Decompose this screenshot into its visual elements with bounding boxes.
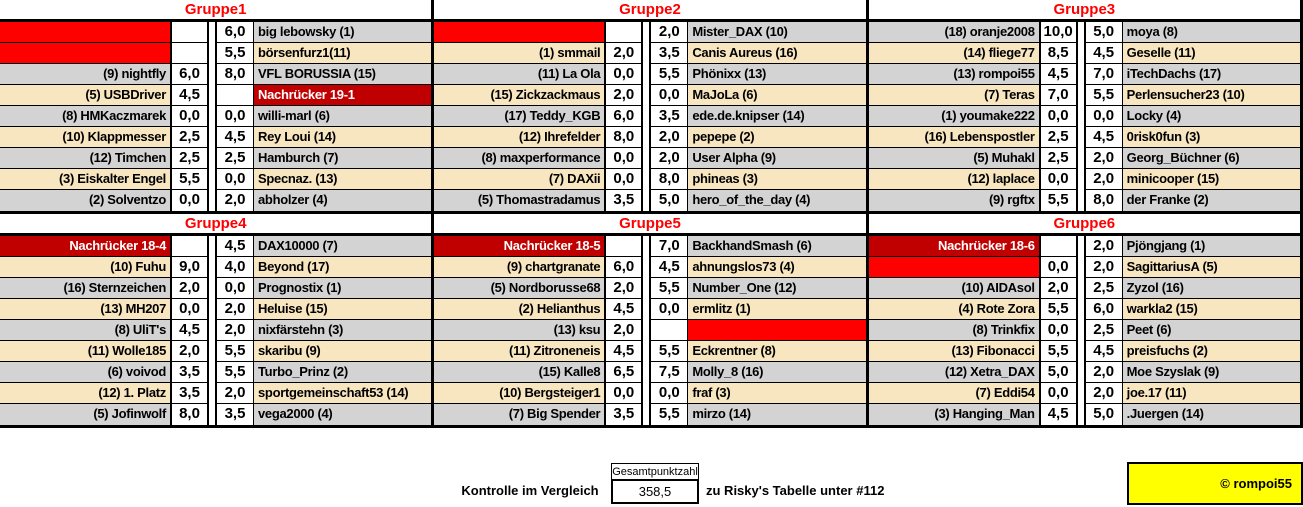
score-cell-right[interactable]: 2,0 <box>217 299 254 320</box>
column-gap <box>209 257 217 278</box>
player-cell-right[interactable]: hero_of_the_day (4) <box>688 190 865 211</box>
player-cell-left[interactable]: (6) voivod <box>0 362 172 383</box>
score-cell-left[interactable]: 0,0 <box>172 106 209 127</box>
total-value-cell[interactable]: 358,5 <box>611 480 699 504</box>
risky-reference-label: zu Risky's Tabelle unter #112 <box>706 483 885 498</box>
player-cell-right[interactable]: minicooper (15) <box>1123 169 1300 190</box>
player-cell-right[interactable]: warkla2 (15) <box>1123 299 1300 320</box>
score-cell-left[interactable] <box>172 22 209 43</box>
player-cell-right[interactable]: VFL BORUSSIA (15) <box>254 64 431 85</box>
score-cell-right[interactable]: 5,5 <box>217 341 254 362</box>
board-row-bottom <box>0 214 1303 428</box>
score-cell-right[interactable]: 2,0 <box>651 127 688 148</box>
column-gap <box>1078 320 1086 341</box>
player-cell-left[interactable]: (7) Eddi54 <box>869 383 1041 404</box>
score-cell-right[interactable]: 0,0 <box>217 169 254 190</box>
score-cell-left[interactable]: 2,5 <box>1041 148 1078 169</box>
score-cell-right[interactable]: 5,5 <box>651 404 688 425</box>
score-cell-left[interactable]: 2,5 <box>172 148 209 169</box>
score-cell-right[interactable] <box>651 320 688 341</box>
score-cell-left[interactable] <box>1041 236 1078 257</box>
score-cell-right[interactable]: 2,0 <box>217 190 254 211</box>
column-gap <box>209 341 217 362</box>
player-cell-left[interactable]: (14) fliege77 <box>869 43 1041 64</box>
score-cell-right[interactable]: 4,5 <box>1086 127 1123 148</box>
nachruecker-cell[interactable]: Nachrücker 18-6 <box>869 236 1041 257</box>
player-cell-right[interactable]: joe.17 (11) <box>1123 383 1300 404</box>
vacant-cell[interactable] <box>0 22 172 43</box>
score-cell-left[interactable]: 5,5 <box>1041 341 1078 362</box>
score-cell-left[interactable]: 6,0 <box>606 106 643 127</box>
score-cell-right[interactable]: 4,5 <box>217 236 254 257</box>
player-cell-right[interactable]: Mister_DAX (10) <box>688 22 865 43</box>
score-cell-left[interactable]: 9,0 <box>172 257 209 278</box>
score-cell-right[interactable]: 6,0 <box>1086 299 1123 320</box>
player-cell-left[interactable]: (12) 1. Platz <box>0 383 172 404</box>
player-cell-left[interactable]: (5) Nordborusse68 <box>434 278 606 299</box>
score-cell-right[interactable]: 4,5 <box>217 127 254 148</box>
column-gap <box>1078 148 1086 169</box>
column-gap <box>1078 278 1086 299</box>
kontrolle-label: Kontrolle im Vergleich <box>461 483 599 498</box>
player-cell-right[interactable]: Zyzol (16) <box>1123 278 1300 299</box>
vacant-cell[interactable] <box>434 22 606 43</box>
column-gap <box>643 236 651 257</box>
score-cell-right[interactable]: 0,0 <box>1086 106 1123 127</box>
player-cell-left[interactable]: (9) rgftx <box>869 190 1041 211</box>
column-gap <box>209 278 217 299</box>
player-cell-left[interactable]: (1) youmake222 <box>869 106 1041 127</box>
score-cell-right[interactable]: 0,0 <box>651 299 688 320</box>
score-cell-left[interactable]: 0,0 <box>606 64 643 85</box>
score-cell-right[interactable]: 2,0 <box>217 320 254 341</box>
column-gap <box>643 106 651 127</box>
score-cell-left[interactable]: 5,5 <box>1041 299 1078 320</box>
score-cell-right[interactable]: 2,5 <box>217 148 254 169</box>
group-grid <box>869 236 1300 428</box>
player-cell-left[interactable]: (13) ksu <box>434 320 606 341</box>
score-cell-right[interactable]: 4,5 <box>1086 341 1123 362</box>
score-cell-right[interactable]: 5,5 <box>651 64 688 85</box>
player-cell-right[interactable]: .Juergen (14) <box>1123 404 1300 425</box>
score-cell-right[interactable]: 3,5 <box>651 43 688 64</box>
column-gap <box>209 64 217 85</box>
player-cell-right[interactable]: willi-marl (6) <box>254 106 431 127</box>
score-cell-right[interactable]: 2,5 <box>1086 278 1123 299</box>
column-gap <box>209 43 217 64</box>
column-gap <box>1078 362 1086 383</box>
column-gap <box>1078 85 1086 106</box>
score-cell-left[interactable]: 0,0 <box>606 383 643 404</box>
score-cell-left[interactable]: 0,0 <box>172 299 209 320</box>
score-cell-right[interactable]: 2,0 <box>1086 169 1123 190</box>
player-cell-right[interactable]: Canis Aureus (16) <box>688 43 865 64</box>
score-cell-right[interactable]: 2,0 <box>1086 362 1123 383</box>
player-cell-left[interactable]: (15) Kalle8 <box>434 362 606 383</box>
score-cell-right[interactable]: 2,0 <box>217 383 254 404</box>
score-cell-left[interactable]: 0,0 <box>1041 383 1078 404</box>
player-cell-left[interactable]: (13) MH207 <box>0 299 172 320</box>
player-cell-left[interactable]: (5) Muhakl <box>869 148 1041 169</box>
player-cell-right[interactable]: der Franke (2) <box>1123 190 1300 211</box>
player-cell-right[interactable]: MaJoLa (6) <box>688 85 865 106</box>
column-gap <box>1078 43 1086 64</box>
player-cell-right[interactable]: Number_One (12) <box>688 278 865 299</box>
total-header-label: Gesamtpunktzahl <box>611 463 699 480</box>
player-cell-right[interactable]: Eckrentner (8) <box>688 341 865 362</box>
score-cell-left[interactable]: 4,5 <box>172 320 209 341</box>
column-gap <box>209 404 217 425</box>
score-cell-right[interactable] <box>217 85 254 106</box>
player-cell-right[interactable]: Geselle (11) <box>1123 43 1300 64</box>
score-cell-right[interactable]: 6,0 <box>217 22 254 43</box>
player-cell-right[interactable]: ermlitz (1) <box>688 299 865 320</box>
column-gap <box>209 299 217 320</box>
group-block <box>0 0 434 214</box>
player-cell-right[interactable]: Perlensucher23 (10) <box>1123 85 1300 106</box>
player-cell-right[interactable]: preisfuchs (2) <box>1123 341 1300 362</box>
column-gap <box>1078 64 1086 85</box>
score-cell-left[interactable]: 2,0 <box>1041 278 1078 299</box>
column-gap <box>1078 190 1086 211</box>
group-block <box>434 0 868 214</box>
score-cell-right[interactable]: 5,5 <box>217 362 254 383</box>
score-cell-right[interactable]: 2,0 <box>651 22 688 43</box>
score-cell-left[interactable]: 3,5 <box>606 404 643 425</box>
player-cell-left[interactable]: (15) Zickzackmaus <box>434 85 606 106</box>
score-cell-left[interactable]: 2,0 <box>606 85 643 106</box>
score-cell-right[interactable]: 2,0 <box>1086 383 1123 404</box>
column-gap <box>643 169 651 190</box>
player-cell-left[interactable]: (2) Helianthus <box>434 299 606 320</box>
player-cell-right[interactable]: Locky (4) <box>1123 106 1300 127</box>
player-cell-left[interactable]: (12) Xetra_DAX <box>869 362 1041 383</box>
column-gap <box>643 43 651 64</box>
score-cell-left[interactable] <box>172 43 209 64</box>
score-cell-left[interactable]: 7,0 <box>1041 85 1078 106</box>
score-cell-right[interactable]: 5,5 <box>217 43 254 64</box>
player-cell-left[interactable]: (5) USBDriver <box>0 85 172 106</box>
column-gap <box>1078 404 1086 425</box>
score-cell-left[interactable]: 8,0 <box>606 127 643 148</box>
copyright-box: © rompoi55 <box>1127 462 1303 505</box>
player-cell-right[interactable]: Moe Szyslak (9) <box>1123 362 1300 383</box>
score-cell-right[interactable]: 7,0 <box>651 236 688 257</box>
column-gap <box>209 106 217 127</box>
score-cell-right[interactable]: 0,0 <box>217 106 254 127</box>
player-cell-left[interactable]: (12) laplace <box>869 169 1041 190</box>
score-cell-right[interactable]: 2,0 <box>1086 236 1123 257</box>
player-cell-right[interactable]: Specnaz. (13) <box>254 169 431 190</box>
score-cell-left[interactable]: 0,0 <box>606 169 643 190</box>
player-cell-right[interactable]: Prognostix (1) <box>254 278 431 299</box>
group-grid <box>434 236 865 428</box>
player-cell-left[interactable]: (12) Timchen <box>0 148 172 169</box>
player-cell-right[interactable]: Pjöngjang (1) <box>1123 236 1300 257</box>
score-cell-right[interactable]: 4,5 <box>1086 43 1123 64</box>
player-cell-left[interactable]: (7) DAXii <box>434 169 606 190</box>
player-cell-left[interactable]: (10) AIDAsol <box>869 278 1041 299</box>
player-cell-right[interactable]: vega2000 (4) <box>254 404 431 425</box>
score-cell-left[interactable]: 0,0 <box>1041 169 1078 190</box>
player-cell-left[interactable]: (9) chartgranate <box>434 257 606 278</box>
score-cell-left[interactable]: 3,5 <box>172 383 209 404</box>
column-gap <box>1078 236 1086 257</box>
board-row-top <box>0 0 1303 214</box>
player-cell-left[interactable]: (13) Fibonacci <box>869 341 1041 362</box>
score-cell-left[interactable]: 2,5 <box>172 127 209 148</box>
group-title[interactable]: Gruppe5 <box>434 214 865 236</box>
score-cell-right[interactable]: 5,5 <box>1086 85 1123 106</box>
column-gap <box>1078 257 1086 278</box>
player-cell-right[interactable]: phineas (3) <box>688 169 865 190</box>
score-cell-right[interactable]: 0,0 <box>651 85 688 106</box>
column-gap <box>643 341 651 362</box>
player-cell-left[interactable]: (1) smmail <box>434 43 606 64</box>
group-title[interactable]: Gruppe6 <box>869 214 1300 236</box>
column-gap <box>1078 106 1086 127</box>
player-cell-right[interactable]: DAX10000 (7) <box>254 236 431 257</box>
player-cell-right[interactable]: Heluise (15) <box>254 299 431 320</box>
player-cell-right[interactable]: big lebowsky (1) <box>254 22 431 43</box>
column-gap <box>209 383 217 404</box>
score-cell-right[interactable]: 2,0 <box>1086 148 1123 169</box>
player-cell-right[interactable]: abholzer (4) <box>254 190 431 211</box>
player-cell-left[interactable]: (5) Jofinwolf <box>0 404 172 425</box>
column-gap <box>643 85 651 106</box>
player-cell-left[interactable]: (11) Wolle185 <box>0 341 172 362</box>
column-gap <box>643 257 651 278</box>
score-cell-left[interactable]: 2,0 <box>172 341 209 362</box>
score-cell-right[interactable]: 0,0 <box>651 383 688 404</box>
column-gap <box>643 383 651 404</box>
player-cell-left[interactable]: (7) Teras <box>869 85 1041 106</box>
player-cell-right[interactable]: User Alpha (9) <box>688 148 865 169</box>
column-gap <box>209 169 217 190</box>
score-cell-left[interactable]: 10,0 <box>1041 22 1078 43</box>
player-cell-left[interactable]: (10) Fuhu <box>0 257 172 278</box>
score-cell-right[interactable]: 3,5 <box>651 106 688 127</box>
score-cell-left[interactable]: 3,5 <box>172 362 209 383</box>
player-cell-right[interactable]: Rey Loui (14) <box>254 127 431 148</box>
score-cell-right[interactable]: 4,0 <box>217 257 254 278</box>
player-cell-right[interactable]: pepepe (2) <box>688 127 865 148</box>
player-cell-left[interactable]: (12) Ihrefelder <box>434 127 606 148</box>
group-title[interactable]: Gruppe3 <box>869 0 1300 22</box>
column-gap <box>1078 299 1086 320</box>
player-cell-right[interactable]: nixfärstehn (3) <box>254 320 431 341</box>
score-cell-right[interactable]: 2,5 <box>1086 320 1123 341</box>
score-cell-left[interactable]: 4,5 <box>172 85 209 106</box>
vacant-cell[interactable] <box>688 320 865 341</box>
total-box <box>611 463 699 504</box>
column-gap <box>1078 127 1086 148</box>
player-cell-left[interactable]: (13) rompoi55 <box>869 64 1041 85</box>
player-cell-right[interactable]: sportgemeinschaft53 (14) <box>254 383 431 404</box>
column-gap <box>643 278 651 299</box>
player-cell-right[interactable]: mirzo (14) <box>688 404 865 425</box>
player-cell-right[interactable]: Phönixx (13) <box>688 64 865 85</box>
score-cell-left[interactable]: 0,0 <box>606 148 643 169</box>
player-cell-right[interactable]: 0risk0fun (3) <box>1123 127 1300 148</box>
column-gap <box>209 236 217 257</box>
group-grid <box>869 22 1300 214</box>
score-cell-left[interactable]: 5,0 <box>1041 362 1078 383</box>
score-cell-left[interactable]: 8,5 <box>1041 43 1078 64</box>
player-cell-right[interactable]: ahnungslos73 (4) <box>688 257 865 278</box>
player-cell-right[interactable]: iTechDachs (17) <box>1123 64 1300 85</box>
score-cell-left[interactable]: 0,0 <box>1041 106 1078 127</box>
score-cell-left[interactable]: 4,5 <box>606 299 643 320</box>
group-block <box>434 214 868 428</box>
group-grid <box>0 22 431 214</box>
score-cell-left[interactable]: 5,5 <box>1041 190 1078 211</box>
player-cell-right[interactable]: Georg_Büchner (6) <box>1123 148 1300 169</box>
column-gap <box>643 320 651 341</box>
player-cell-left[interactable]: (4) Rote Zora <box>869 299 1041 320</box>
column-gap <box>643 362 651 383</box>
player-cell-left[interactable]: (17) Teddy_KGB <box>434 106 606 127</box>
player-cell-right[interactable]: Hamburch (7) <box>254 148 431 169</box>
score-cell-right[interactable]: 4,5 <box>651 257 688 278</box>
column-gap <box>643 404 651 425</box>
player-cell-left[interactable]: (11) Zitroneneis <box>434 341 606 362</box>
player-cell-right[interactable]: börsenfurz1(11) <box>254 43 431 64</box>
player-cell-left[interactable]: (11) La Ola <box>434 64 606 85</box>
column-gap <box>643 190 651 211</box>
group-title[interactable]: Gruppe1 <box>0 0 431 22</box>
score-cell-left[interactable]: 4,5 <box>1041 64 1078 85</box>
player-cell-left[interactable]: (8) maxperformance <box>434 148 606 169</box>
nachruecker-cell[interactable]: Nachrücker 19-1 <box>254 85 431 106</box>
player-cell-left[interactable]: (16) Sternzeichen <box>0 278 172 299</box>
column-gap <box>209 362 217 383</box>
score-cell-left[interactable]: 0,0 <box>1041 257 1078 278</box>
player-cell-right[interactable]: Beyond (17) <box>254 257 431 278</box>
player-cell-left[interactable]: (8) UliT's <box>0 320 172 341</box>
score-cell-right[interactable]: 8,0 <box>651 169 688 190</box>
column-gap <box>1078 341 1086 362</box>
player-cell-left[interactable]: (8) Trinkfix <box>869 320 1041 341</box>
column-gap <box>209 85 217 106</box>
column-gap <box>643 127 651 148</box>
score-cell-right[interactable]: 7,0 <box>1086 64 1123 85</box>
score-cell-right[interactable]: 5,0 <box>1086 404 1123 425</box>
player-cell-left[interactable]: (16) Lebenspostler <box>869 127 1041 148</box>
score-cell-right[interactable]: 5,0 <box>1086 22 1123 43</box>
player-cell-right[interactable]: skaribu (9) <box>254 341 431 362</box>
group-grid <box>0 236 431 428</box>
score-cell-right[interactable]: 8,0 <box>1086 190 1123 211</box>
player-cell-left[interactable]: (3) Eiskalter Engel <box>0 169 172 190</box>
score-cell-left[interactable]: 6,0 <box>606 257 643 278</box>
group-title[interactable]: Gruppe4 <box>0 214 431 236</box>
score-cell-left[interactable]: 6,0 <box>172 64 209 85</box>
player-cell-right[interactable]: fraf (3) <box>688 383 865 404</box>
player-cell-left[interactable]: (8) HMKaczmarek <box>0 106 172 127</box>
score-cell-left[interactable]: 4,5 <box>606 341 643 362</box>
player-cell-right[interactable]: Turbo_Prinz (2) <box>254 362 431 383</box>
group-block <box>869 0 1303 214</box>
score-cell-left[interactable]: 6,5 <box>606 362 643 383</box>
score-cell-right[interactable]: 5,0 <box>651 190 688 211</box>
player-cell-right[interactable]: Molly_8 (16) <box>688 362 865 383</box>
player-cell-right[interactable]: Peet (6) <box>1123 320 1300 341</box>
score-cell-right[interactable]: 7,5 <box>651 362 688 383</box>
column-gap <box>643 22 651 43</box>
column-gap <box>209 148 217 169</box>
group-title[interactable]: Gruppe2 <box>434 0 865 22</box>
column-gap <box>209 320 217 341</box>
player-cell-right[interactable]: moya (8) <box>1123 22 1300 43</box>
score-cell-left[interactable] <box>172 236 209 257</box>
vacant-cell[interactable] <box>0 43 172 64</box>
score-cell-right[interactable]: 3,5 <box>217 404 254 425</box>
player-cell-left[interactable]: (2) Solventzo <box>0 190 172 211</box>
score-cell-right[interactable]: 2,0 <box>651 148 688 169</box>
score-cell-left[interactable]: 2,5 <box>1041 127 1078 148</box>
player-cell-left[interactable]: (7) Big Spender <box>434 404 606 425</box>
nachruecker-cell[interactable]: Nachrücker 18-5 <box>434 236 606 257</box>
group-grid <box>434 22 865 214</box>
score-cell-left[interactable] <box>606 22 643 43</box>
score-cell-left[interactable]: 4,5 <box>1041 404 1078 425</box>
nachruecker-cell[interactable]: Nachrücker 18-4 <box>0 236 172 257</box>
score-cell-left[interactable]: 0,0 <box>172 190 209 211</box>
column-gap <box>643 64 651 85</box>
score-cell-left[interactable]: 2,0 <box>606 43 643 64</box>
player-cell-left[interactable]: (10) Klappmesser <box>0 127 172 148</box>
score-cell-left[interactable]: 0,0 <box>1041 320 1078 341</box>
player-cell-left[interactable]: (3) Hanging_Man <box>869 404 1041 425</box>
score-cell-left[interactable]: 2,0 <box>606 320 643 341</box>
column-gap <box>1078 169 1086 190</box>
player-cell-left[interactable]: (10) Bergsteiger1 <box>434 383 606 404</box>
player-cell-right[interactable]: SagittariusA (5) <box>1123 257 1300 278</box>
column-gap <box>209 127 217 148</box>
score-cell-left[interactable]: 2,0 <box>606 278 643 299</box>
column-gap <box>209 22 217 43</box>
score-cell-left[interactable]: 8,0 <box>172 404 209 425</box>
score-cell-left[interactable] <box>606 236 643 257</box>
player-cell-right[interactable]: BackhandSmash (6) <box>688 236 865 257</box>
player-cell-right[interactable]: ede.de.knipser (14) <box>688 106 865 127</box>
player-cell-left[interactable]: (5) Thomastradamus <box>434 190 606 211</box>
score-cell-right[interactable]: 0,0 <box>217 278 254 299</box>
score-cell-right[interactable]: 2,0 <box>1086 257 1123 278</box>
score-cell-left[interactable]: 5,5 <box>172 169 209 190</box>
group-block <box>0 214 434 428</box>
score-cell-left[interactable]: 2,0 <box>172 278 209 299</box>
score-cell-left[interactable]: 3,5 <box>606 190 643 211</box>
column-gap <box>1078 383 1086 404</box>
column-gap <box>1078 22 1086 43</box>
score-cell-right[interactable]: 8,0 <box>217 64 254 85</box>
player-cell-left[interactable]: (18) oranje2008 <box>869 22 1041 43</box>
column-gap <box>643 299 651 320</box>
score-cell-right[interactable]: 5,5 <box>651 278 688 299</box>
column-gap <box>643 148 651 169</box>
group-block <box>869 214 1303 428</box>
score-cell-right[interactable]: 5,5 <box>651 341 688 362</box>
player-cell-left[interactable]: (9) nightfly <box>0 64 172 85</box>
vacant-cell[interactable] <box>869 257 1041 278</box>
column-gap <box>209 190 217 211</box>
